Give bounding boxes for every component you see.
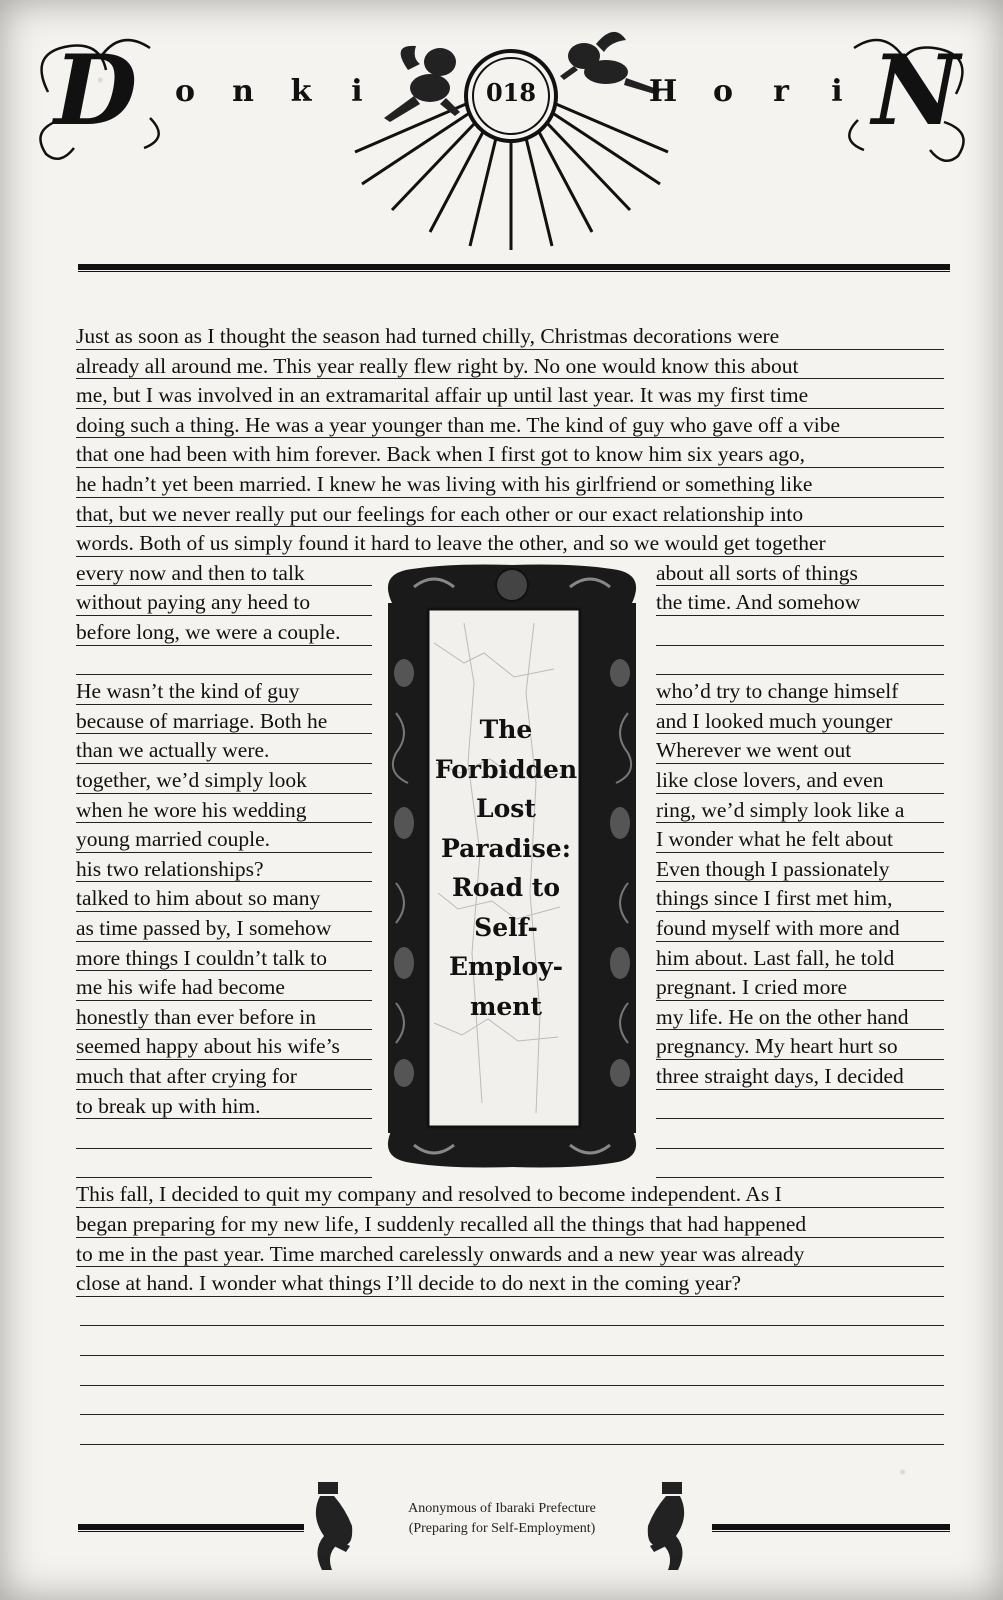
header-left-letter: o <box>174 74 195 109</box>
text-line: honestly than ever before in <box>76 1001 372 1031</box>
text-line <box>656 616 944 646</box>
text-line: to break up with him. <box>76 1090 372 1120</box>
blank-line <box>80 1386 944 1416</box>
text-line: pregnant. I cried more <box>656 971 944 1001</box>
header-right-capital: N <box>872 34 960 147</box>
text-line: talked to him about so many <box>76 882 372 912</box>
text-line: began preparing for my new life, I suddenly recalled all the things that had happened <box>76 1208 944 1238</box>
title-line: Employ- <box>448 952 564 981</box>
text-line: him about. Last fall, he told <box>656 942 944 972</box>
text-line: his two relationships? <box>76 853 372 883</box>
blank-line <box>80 1356 944 1386</box>
blank-line <box>80 1326 944 1356</box>
text-line: young married couple. <box>76 823 372 853</box>
text-line: Wherever we went out <box>656 734 944 764</box>
text-line: because of marriage. Both he <box>76 705 372 735</box>
text-line: seemed happy about his wife’s <box>76 1030 372 1060</box>
text-line: things since I first met him, <box>656 882 944 912</box>
text-line: before long, we were a couple. <box>76 616 372 646</box>
text-line <box>656 1149 944 1179</box>
header-left-capital: D <box>54 34 138 147</box>
title-line: The <box>479 715 533 744</box>
text-line: found myself with more and <box>656 912 944 942</box>
header-left-letter: n <box>232 74 254 109</box>
author-name: Anonymous of Ibaraki Prefecture <box>408 1501 596 1516</box>
text-line: like close lovers, and even <box>656 764 944 794</box>
text-line: the time. And somehow <box>656 586 944 616</box>
issue-number: 018 <box>485 78 537 107</box>
header-left-letter: k <box>290 74 312 109</box>
text-line: words. Both of us simply found it hard to leave the other, and so we would get together <box>76 527 944 557</box>
header-right-letter: r <box>773 74 789 109</box>
text-line <box>76 646 372 676</box>
text-line: he hadn’t yet been married. I knew he was living with his girlfriend or something like <box>76 468 944 498</box>
text-line <box>656 1119 944 1149</box>
text-line: me, but I was involved in an extramarital affair up until last year. It was my first time <box>76 379 944 409</box>
story-title <box>432 710 580 1026</box>
text-line: ring, we’d simply look like a <box>656 794 944 824</box>
text-line: more things I couldn’t talk to <box>76 942 372 972</box>
text-line: already all around me. This year really flew right by. No one would know this about <box>76 350 944 380</box>
text-line <box>656 1090 944 1120</box>
text-line: about all sorts of things <box>656 557 944 587</box>
footer-divider-right <box>712 1524 950 1530</box>
header-divider <box>78 264 950 270</box>
text-line: Even though I passionately <box>656 853 944 883</box>
text-line: much that after crying for <box>76 1060 372 1090</box>
text-line: my life. He on the other hand <box>656 1001 944 1031</box>
header-right-letter: H <box>648 74 678 109</box>
text-line <box>76 1119 372 1149</box>
text-line: Just as soon as I thought the season had turned chilly, Christmas decorations were <box>76 320 944 350</box>
text-line: every now and then to talk <box>76 557 372 587</box>
text-line: He wasn’t the kind of guy <box>76 675 372 705</box>
header-ornament <box>0 0 1003 280</box>
text-line: when he wore his wedding <box>76 794 372 824</box>
header-left-letter: i <box>351 74 363 109</box>
title-line: Lost <box>476 794 536 823</box>
title-line: Self- <box>474 912 538 942</box>
text-line: three straight days, I decided <box>656 1060 944 1090</box>
text-line <box>656 646 944 676</box>
text-line: close at hand. I wonder what things I’ll decide to do next in the coming year? <box>76 1267 944 1297</box>
header-right-letter: i <box>831 74 843 109</box>
text-line: as time passed by, I somehow <box>76 912 372 942</box>
text-line: pregnancy. My heart hurt so <box>656 1030 944 1060</box>
text-line: This fall, I decided to quit my company and resolved to become independent. As I <box>76 1178 944 1208</box>
text-line: who’d try to change himself <box>656 675 944 705</box>
title-line: ment <box>469 991 543 1021</box>
text-line: that one had been with him forever. Back when I first got to know him six years ago, <box>76 438 944 468</box>
text-line: together, we’d simply look <box>76 764 372 794</box>
text-line: without paying any heed to <box>76 586 372 616</box>
blank-line <box>80 1297 944 1327</box>
text-line: me his wife had become <box>76 971 372 1001</box>
title-line: Road to <box>451 873 561 902</box>
text-line: to me in the past year. Time marched carelessly onwards and a new year was already <box>76 1238 944 1268</box>
text-line: and I looked much younger <box>656 705 944 735</box>
author-note: (Preparing for Self-Employment) <box>408 1521 596 1536</box>
text-line: I wonder what he felt about <box>656 823 944 853</box>
text-line: that, but we never really put our feelings for each other or our exact relationship into <box>76 498 944 528</box>
text-line <box>76 1149 372 1179</box>
footer-divider-left <box>78 1524 304 1530</box>
title-line: Forbidden <box>434 754 578 784</box>
text-line: doing such a thing. He was a year younger than me. The kind of guy who gave off a vibe <box>76 409 944 439</box>
header-right-letter: o <box>712 74 733 109</box>
blank-line <box>80 1415 944 1445</box>
text-line: than we actually were. <box>76 734 372 764</box>
title-line: Paradise: <box>441 833 571 863</box>
